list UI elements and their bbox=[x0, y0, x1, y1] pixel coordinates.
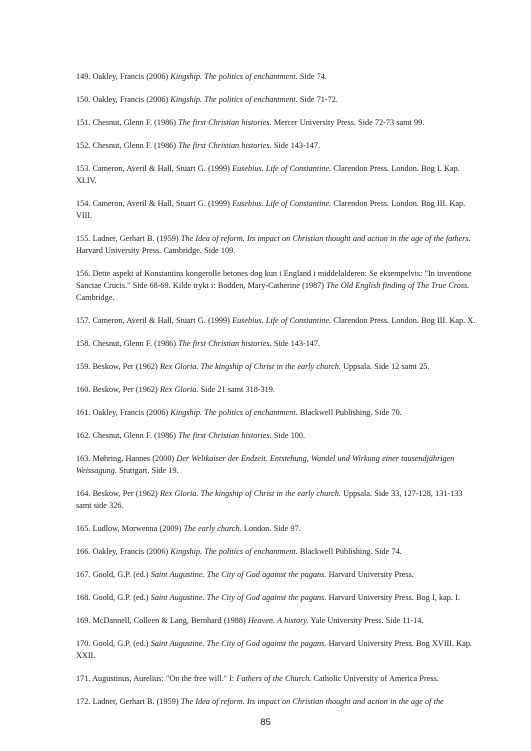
endnote-title: The first Christian histories. bbox=[178, 118, 272, 127]
endnote-text: 165. Ludlow, Morwenna (2009) bbox=[76, 524, 184, 533]
endnote bbox=[76, 117, 478, 129]
endnote-title: The first Christian histories. bbox=[178, 431, 272, 440]
endnote bbox=[76, 94, 478, 106]
endnote-title: The Idea of reform. Its impact on Christian thought and action in the age of the fathers. bbox=[180, 234, 471, 243]
endnote-title: The early church. bbox=[183, 524, 242, 533]
page-number: 85 bbox=[260, 717, 271, 728]
endnote bbox=[76, 523, 478, 535]
endnote bbox=[76, 233, 478, 257]
endnote-text: 150. Oakley, Francis (2006) bbox=[76, 95, 171, 104]
endnote-title: The Old English finding of The True Cross. bbox=[326, 281, 470, 290]
endnote-text: 170. Goold, G.P. (ed.) bbox=[76, 639, 151, 648]
endnote-title: Kingship. The politics of enchantment. bbox=[170, 72, 298, 81]
endnote-text: 168. Goold, G.P. (ed.) bbox=[76, 593, 151, 602]
endnote-text: Harvard University Press. Bog XVIII. Kap. XXII. bbox=[76, 639, 472, 660]
endnote-text: 166. Oakley, Francis (2006) bbox=[76, 547, 171, 556]
endnote-text: Uppsala. Side 33, 127-128, 131-133 samt side 326. bbox=[76, 489, 463, 510]
endnote-title: Eusebius. Life of Constantine. bbox=[232, 316, 332, 325]
endnote-title: Kingship. The politics of enchantment. bbox=[170, 408, 298, 417]
endnote-title: Saint Augustine. The City of God against the pagans. bbox=[150, 570, 327, 579]
endnote-text: Yale University Press. Side 11-14. bbox=[308, 616, 424, 625]
endnote-text: Blackwell Publishing. Side 70. bbox=[297, 408, 402, 417]
endnote-text: 164. Beskow, Per (1962) bbox=[76, 489, 160, 498]
endnote-text: Clarendon Press. London. Bog I. Kap. XLIV. bbox=[76, 164, 460, 185]
endnote-title: The first Christian histories. bbox=[178, 141, 272, 150]
endnote bbox=[76, 163, 478, 187]
endnote bbox=[76, 361, 478, 373]
endnote-text: Mercer University Press. Side 72-73 samt 99. bbox=[271, 118, 425, 127]
endnote bbox=[76, 198, 478, 222]
endnote-text: Stuttgart. Side 19. bbox=[116, 466, 179, 475]
endnote bbox=[76, 615, 478, 627]
endnote bbox=[76, 569, 478, 581]
endnote-title: Kingship. The politics of enchantment. bbox=[170, 547, 298, 556]
endnote-title: Rex Gloria. bbox=[159, 385, 199, 394]
endnote-text: Uppsala. Side 12 samt 25. bbox=[340, 362, 430, 371]
endnote bbox=[76, 430, 478, 442]
endnote-title: Der Weltkaiser der Endzeit. Entstehung, Wandel und Wirkung einer tausendjährigen Weissagung. bbox=[76, 454, 455, 475]
endnote-text: 163. Møhring, Hannes (2000) bbox=[76, 454, 177, 463]
endnote-title: Saint Augustine. The City of God against the pagans. bbox=[150, 593, 327, 602]
endnote bbox=[76, 140, 478, 152]
endnote bbox=[76, 673, 478, 685]
endnote-text: 171. Augustinus, Aurelius: "On the free will." I: bbox=[76, 674, 237, 683]
endnote-title: Heaven. A history. bbox=[247, 616, 309, 625]
endnote-text: 156. Dette aspekt af Konstantins kongerolle betones dog kun i England i middelalderen: Se eksempelvis: "In inventione Sanctae Crucis." Side 68-69. Kilde trykt i: Bodden, Mary-Catherine (1987) bbox=[76, 269, 472, 290]
endnote-text: 172. Ladner, Gerhart B. (1959) bbox=[76, 697, 181, 706]
endnote bbox=[76, 696, 478, 708]
endnote-text: 162. Chesnut, Glenn F. (1986) bbox=[76, 431, 179, 440]
endnote-text: 153. Cameron, Averil & Hall, Stuart G. (1999) bbox=[76, 164, 233, 173]
endnote-title: The first Christian histories. bbox=[178, 339, 272, 348]
endnote bbox=[76, 384, 478, 396]
endnote-title: Rex Gloria. The kingship of Christ in the early church. bbox=[159, 362, 341, 371]
endnote bbox=[76, 453, 478, 477]
endnote-title: Rex Gloria. The kingship of Christ in the early church. bbox=[159, 489, 341, 498]
endnote bbox=[76, 338, 478, 350]
endnote-text: Cambridge. bbox=[76, 293, 115, 302]
endnote-text: 158. Chesnut, Glenn F. (1986) bbox=[76, 339, 179, 348]
endnote-text: 160. Beskow, Per (1962) bbox=[76, 385, 160, 394]
endnote-text: 151. Chesnut, Glenn F. (1986) bbox=[76, 118, 179, 127]
endnote-text: 157. Cameron, Averil & Hall, Stuart G. (1999) bbox=[76, 316, 233, 325]
endnote bbox=[76, 268, 478, 304]
endnote-text: Harvard University Press. bbox=[326, 570, 414, 579]
endnote bbox=[76, 488, 478, 512]
endnote-text: 159. Beskow, Per (1962) bbox=[76, 362, 160, 371]
endnote-text: Side 74. bbox=[297, 72, 327, 81]
endnote-text: Harvard University Press. Cambridge. Side 109. bbox=[76, 246, 236, 255]
endnote-text: 152. Chesnut, Glenn F. (1986) bbox=[76, 141, 179, 150]
endnote-text: 169. McDannell, Colleen & Lang, Bernhard (1988) bbox=[76, 616, 248, 625]
endnote-title: The Idea of reform. Its impact on Christian thought and action in the age of the bbox=[180, 697, 444, 706]
endnote-text: 167. Goold, G.P. (ed.) bbox=[76, 570, 151, 579]
endnote-title: Eusebius. Life of Constantine. bbox=[232, 199, 332, 208]
endnote-text: Blackwell Publishing. Side 74. bbox=[297, 547, 402, 556]
endnote bbox=[76, 71, 478, 83]
endnote-text: Harvard University Press. Bog I, kap. I. bbox=[326, 593, 460, 602]
endnotes-list bbox=[76, 71, 478, 719]
endnote-title: Fathers of the Church. bbox=[236, 674, 312, 683]
endnote-text: Side 21 samt 318-319. bbox=[198, 385, 275, 394]
endnote-text: Side 71-72. bbox=[297, 95, 338, 104]
endnote-text: Catholic University of America Press. bbox=[311, 674, 439, 683]
endnote-text: 155. Ladner, Gerhart B. (1959) bbox=[76, 234, 181, 243]
endnote bbox=[76, 546, 478, 558]
endnote bbox=[76, 315, 478, 327]
endnote-title: Eusebius. Life of Constantine. bbox=[232, 164, 332, 173]
endnote-text: Side 143-147. bbox=[271, 339, 321, 348]
endnote-text: Clarendon Press. London. Bog III. Kap. VIII. bbox=[76, 199, 466, 220]
endnote-title: Saint Augustine. The City of God against the pagans. bbox=[150, 639, 327, 648]
endnote-text: London. Side 97. bbox=[241, 524, 301, 533]
endnote bbox=[76, 407, 478, 419]
endnote-text: 154. Cameron, Averil & Hall, Stuart G. (1999) bbox=[76, 199, 233, 208]
endnote bbox=[76, 638, 478, 662]
endnote-text: Clarendon Press. London. Bog III. Kap. X. bbox=[331, 316, 476, 325]
endnote-text: Side 100. bbox=[271, 431, 306, 440]
endnote bbox=[76, 592, 478, 604]
endnote-title: Kingship. The politics of enchantment. bbox=[170, 95, 298, 104]
endnote-text: 149. Oakley, Francis (2006) bbox=[76, 72, 171, 81]
endnote-text: 161. Oakley, Francis (2006) bbox=[76, 408, 171, 417]
endnote-text: Side 143-147. bbox=[271, 141, 321, 150]
